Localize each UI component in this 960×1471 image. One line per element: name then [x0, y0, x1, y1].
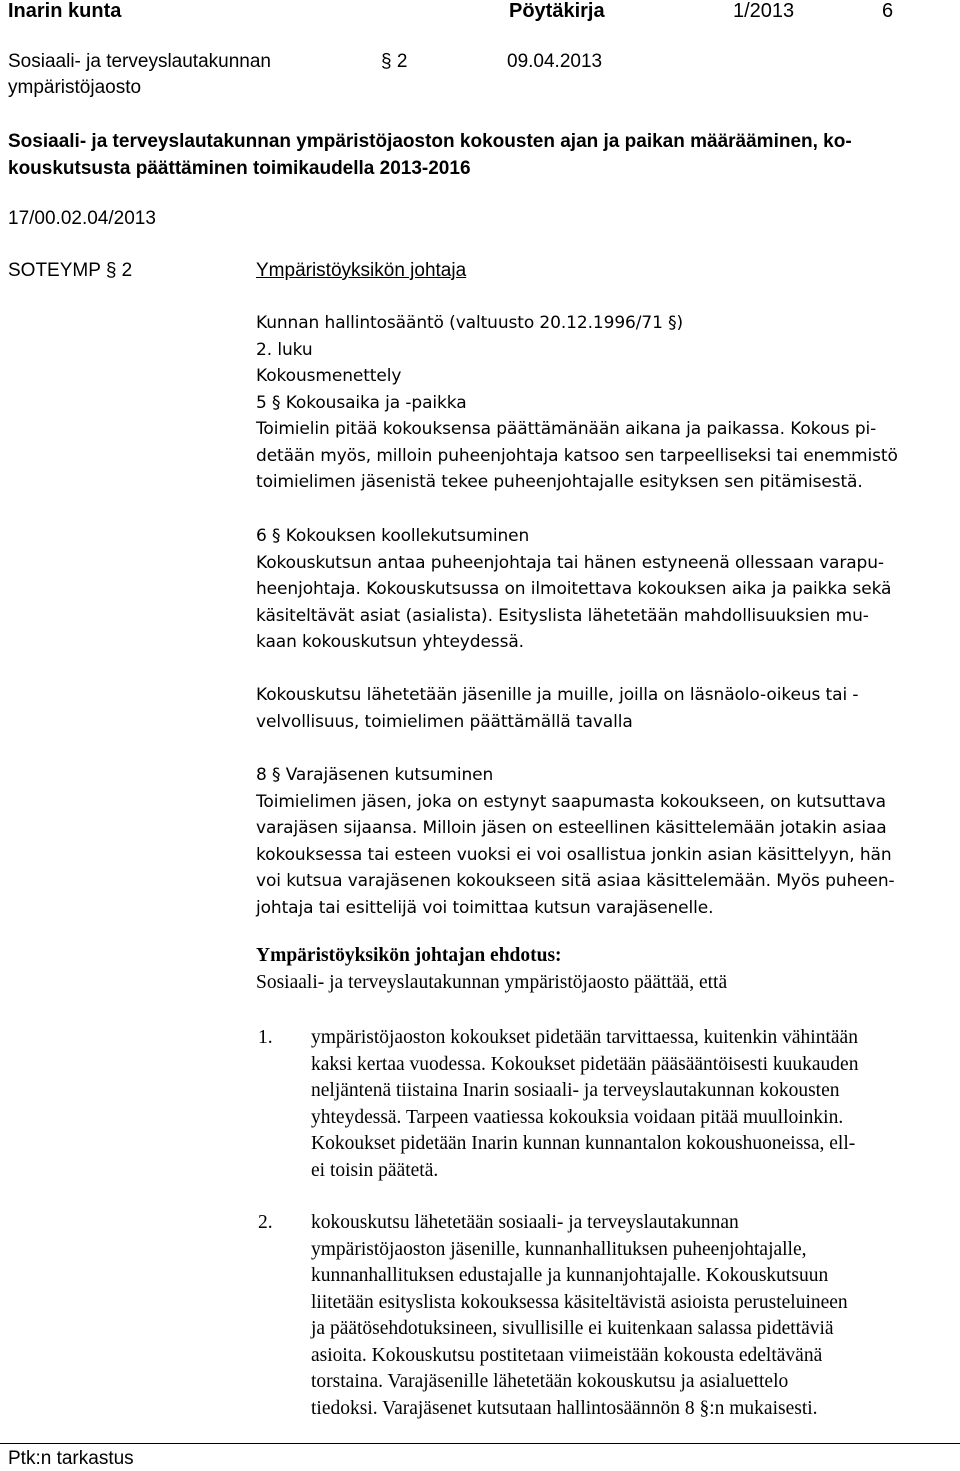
regulation-line: 2. luku: [256, 339, 313, 360]
section6-line: 6 § Kokouksen koollekutsuminen: [256, 526, 530, 546]
meeting-date: 09.04.2013: [507, 51, 603, 72]
presenter-title: Ympäristöyksikön johtaja: [256, 260, 467, 281]
proposal-item-line: kokouskutsu lähetetään sosiaali- ja terveyslautakunnan: [311, 1212, 739, 1233]
proposal-item-line: ympäristöjaoston kokoukset pidetään tarvittaessa, kuitenkin vähintään: [311, 1027, 858, 1048]
section8-line: Toimielimen jäsen, joka on estynyt saapumasta kokoukseen, on kutsuttava: [256, 791, 886, 812]
invite-line: Kokouskutsu lähetetään jäsenille ja muille, joilla on läsnäolo-oikeus tai -: [256, 685, 859, 705]
regulation-line: detään myös, milloin puheenjohtaja katsoo sen tarpeelliseksi tai enemmistö: [256, 445, 898, 466]
section8-line: johtaja tai esittelijä voi toimittaa kutsun varajäsenelle.: [256, 897, 714, 918]
municipality-name: Inarin kunta: [8, 0, 122, 22]
case-number: 17/00.02.04/2013: [8, 208, 156, 229]
proposal-item-line: neljäntenä tiistaina Inarin sosiaali- ja terveyslautakunnan kokousten: [311, 1080, 840, 1101]
regulation-line: Kunnan hallintosääntö (valtuusto 20.12.1996/71 §): [256, 313, 684, 333]
issue-number: 1/2013: [733, 0, 795, 22]
regulation-line: toimielimen jäsenistä tekee puheenjohtajalle esityksen sen pitämisestä.: [256, 472, 863, 492]
proposal-item-line: tiedoksi. Varajäsenet kutsutaan hallintosäännön 8 §:n mukaisesti.: [311, 1397, 818, 1419]
proposal-item-line: liitetään esityslista kokouksessa käsiteltävistä asioista perusteluineen: [311, 1291, 848, 1313]
footer-review-label: Ptk:n tarkastus: [8, 1448, 134, 1469]
section8-block: [256, 762, 956, 921]
proposal-item-line: ei toisin päätetä.: [311, 1159, 439, 1181]
invite-block: [256, 682, 956, 735]
section8-line: 8 § Varajäsenen kutsuminen: [256, 765, 494, 785]
section8-line: varajäsen sijaansa. Milloin jäsen on esteellinen käsittelemään jotakin asiaa: [256, 818, 887, 838]
proposal-item-line: Kokoukset pidetään Inarin kunnan kunnantalon kokoushuoneissa, ell-: [311, 1133, 856, 1154]
regulation-block: [256, 310, 956, 496]
board-name-line1: Sosiaali- ja terveyslautakunnan: [8, 51, 271, 72]
proposal-item-line: yhteydessä. Tarpeen vaatiessa kokouksia voidaan pitää muulloinkin.: [311, 1106, 844, 1128]
proposal-item-number: 2.: [258, 1212, 273, 1233]
section-number: § 2: [381, 51, 408, 72]
page-number: 6: [882, 0, 894, 22]
proposal-item-line: ja päätösehdotuksineen, sivullisille ei kuitenkaan salassa pidettäviä: [311, 1318, 834, 1339]
footer-divider: [0, 1443, 960, 1444]
title-line2: kouskutsusta päättäminen toimikaudella 2013-2016: [8, 158, 471, 179]
item-code: SOTEYMP § 2: [8, 260, 133, 281]
document-type: Pöytäkirja: [509, 0, 605, 22]
proposal-intro: Sosiaali- ja terveyslautakunnan ympäristöjaosto päättää, että: [256, 972, 728, 993]
section6-block: [256, 523, 956, 656]
proposal-item-line: torstaina. Varajäsenille lähetetään kokouskutsu ja asialuettelo: [311, 1371, 789, 1392]
section8-line: voi kutsua varajäsenen kokoukseen sitä asiaa käsittelemään. Myös puheen-: [256, 871, 895, 891]
regulation-line: 5 § Kokousaika ja -paikka: [256, 392, 467, 413]
regulation-line: Kokousmenettely: [256, 366, 402, 386]
title-line1: Sosiaali- ja terveyslautakunnan ympäristöjaoston kokousten ajan ja paikan määrääminen, ko-: [8, 131, 852, 152]
proposal-item-line: asioita. Kokouskutsu postitetaan viimeistään kokousta edeltävänä: [311, 1344, 823, 1366]
section6-line: heenjohtaja. Kokouskutsussa on ilmoitettava kokouksen aika ja paikka sekä: [256, 579, 892, 599]
invite-line: velvollisuus, toimielimen päättämällä tavalla: [256, 711, 633, 732]
regulation-line: Toimielin pitää kokouksensa päättämänään aikana ja paikassa. Kokous pi-: [256, 419, 877, 439]
section6-line: Kokouskutsun antaa puheenjohtaja tai hänen estyneenä ollessaan varapu-: [256, 552, 884, 573]
proposal-item: [311, 1210, 956, 1422]
section6-line: kaan kokouskutsun yhteydessä.: [256, 632, 524, 652]
proposal-item: [311, 1025, 956, 1184]
proposal-item-number: 1.: [258, 1027, 273, 1048]
proposal-item-line: kunnanhallituksen edustajalle ja kunnanjohtajalle. Kokouskutsuun: [311, 1265, 829, 1286]
section8-line: kokouksessa tai esteen vuoksi ei voi osallistua jonkin asian käsittelyyn, hän: [256, 844, 892, 865]
board-name-line2: ympäristöjaosto: [8, 77, 142, 98]
section6-line: käsiteltävät asiat (asialista). Esityslista lähetetään mahdollisuuksien mu-: [256, 605, 869, 626]
proposal-item-line: ympäristöjaoston jäsenille, kunnanhallituksen puheenjohtajalle,: [311, 1238, 807, 1260]
proposal-item-line: kaksi kertaa vuodessa. Kokoukset pidetään pääsääntöisesti kuukauden: [311, 1053, 859, 1075]
proposal-heading: Ympäristöyksikön johtajan ehdotus:: [256, 945, 562, 966]
